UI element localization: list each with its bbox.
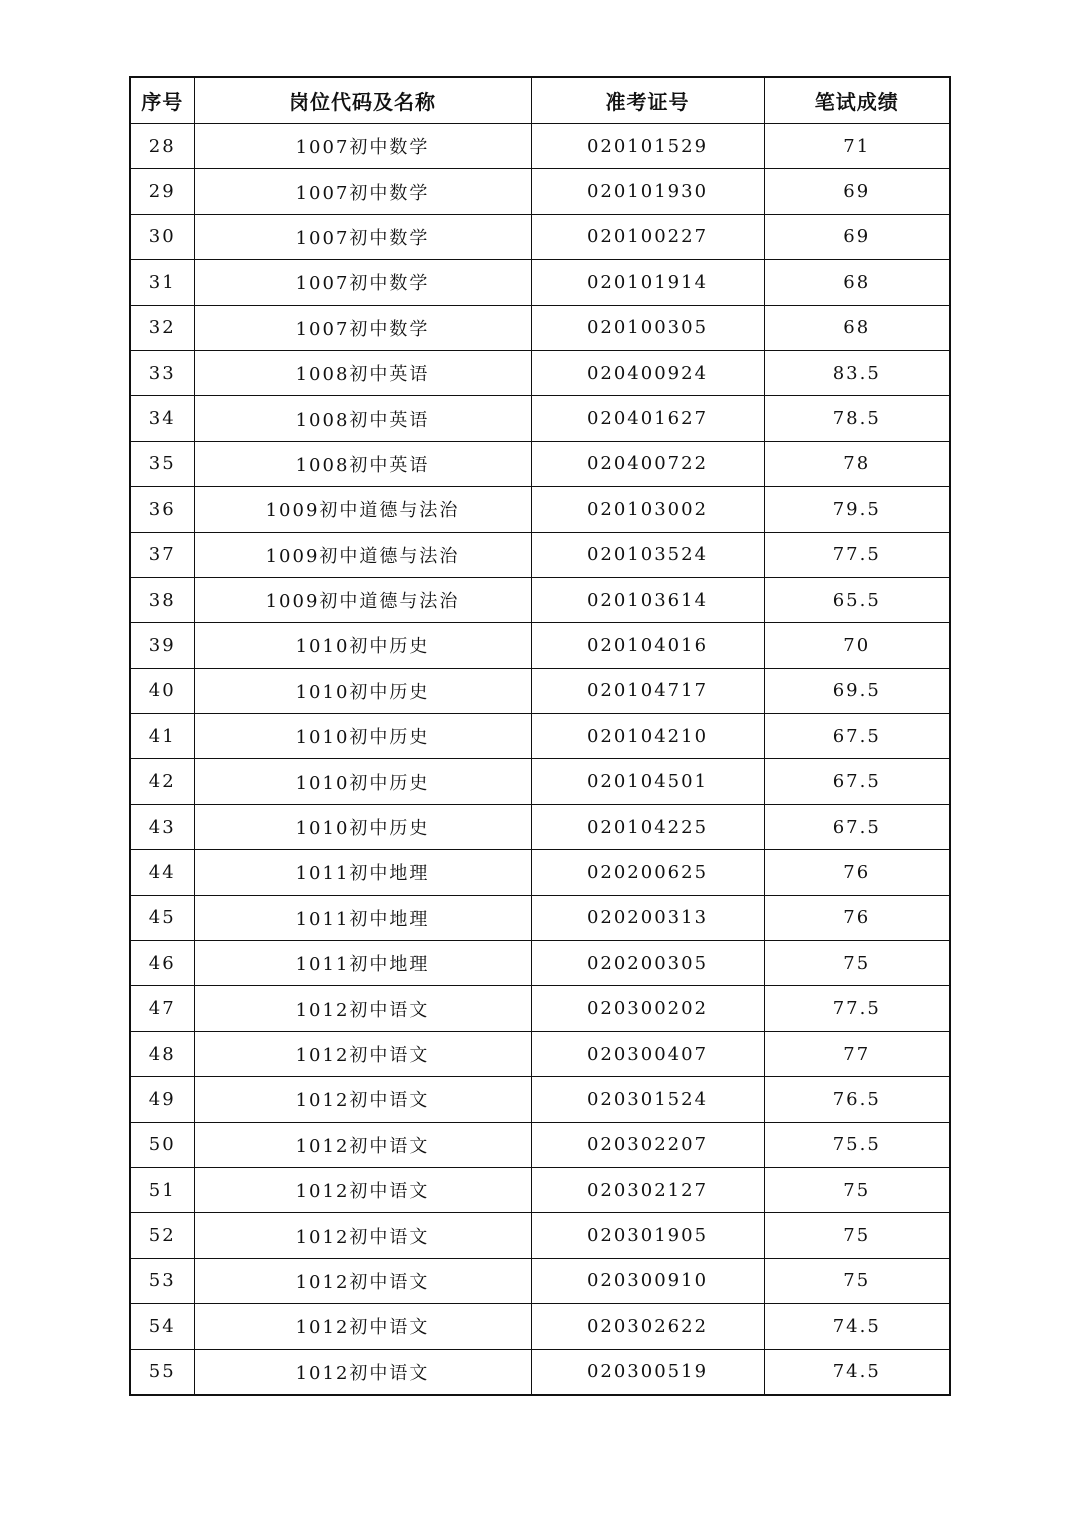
cell-serial-number: 29 (130, 169, 194, 214)
table-row (130, 350, 950, 395)
cell-post-code-name: 1012初中语文 (194, 1077, 531, 1122)
cell-written-score: 77.5 (764, 532, 950, 577)
table-row (130, 895, 950, 940)
cell-written-score: 76 (764, 895, 950, 940)
table-row (130, 941, 950, 986)
table-row (130, 169, 950, 214)
cell-serial-number: 50 (130, 1122, 194, 1167)
cell-post-code-name: 1007初中数学 (194, 169, 531, 214)
cell-admission-ticket: 020200625 (531, 850, 764, 895)
cell-admission-ticket: 020302127 (531, 1167, 764, 1212)
cell-serial-number: 38 (130, 577, 194, 622)
cell-written-score: 77.5 (764, 986, 950, 1031)
cell-written-score: 75.5 (764, 1122, 950, 1167)
table-row (130, 305, 950, 350)
cell-serial-number: 32 (130, 305, 194, 350)
cell-written-score: 78 (764, 441, 950, 486)
cell-admission-ticket: 020100305 (531, 305, 764, 350)
header-written-score: 笔试成绩 (764, 77, 950, 124)
cell-admission-ticket: 020101914 (531, 260, 764, 305)
cell-serial-number: 28 (130, 124, 194, 169)
cell-post-code-name: 1008初中英语 (194, 441, 531, 486)
cell-post-code-name: 1010初中历史 (194, 759, 531, 804)
cell-admission-ticket: 020101930 (531, 169, 764, 214)
cell-serial-number: 55 (130, 1349, 194, 1395)
cell-admission-ticket: 020300407 (531, 1031, 764, 1076)
cell-admission-ticket: 020300202 (531, 986, 764, 1031)
table-row (130, 487, 950, 532)
cell-written-score: 75 (764, 1258, 950, 1303)
cell-admission-ticket: 020104210 (531, 714, 764, 759)
table-row (130, 1031, 950, 1076)
cell-written-score: 69.5 (764, 668, 950, 713)
cell-post-code-name: 1010初中历史 (194, 623, 531, 668)
cell-written-score: 75 (764, 941, 950, 986)
cell-post-code-name: 1010初中历史 (194, 714, 531, 759)
score-table (129, 76, 951, 1396)
cell-post-code-name: 1011初中地理 (194, 895, 531, 940)
cell-admission-ticket: 020200313 (531, 895, 764, 940)
cell-post-code-name: 1012初中语文 (194, 1167, 531, 1212)
cell-serial-number: 31 (130, 260, 194, 305)
cell-written-score: 76.5 (764, 1077, 950, 1122)
cell-post-code-name: 1012初中语文 (194, 1258, 531, 1303)
cell-serial-number: 48 (130, 1031, 194, 1076)
cell-written-score: 75 (764, 1167, 950, 1212)
cell-post-code-name: 1010初中历史 (194, 668, 531, 713)
table-row (130, 441, 950, 486)
cell-serial-number: 53 (130, 1258, 194, 1303)
cell-admission-ticket: 020301905 (531, 1213, 764, 1258)
cell-serial-number: 36 (130, 487, 194, 532)
cell-serial-number: 35 (130, 441, 194, 486)
cell-written-score: 67.5 (764, 714, 950, 759)
table-row (130, 759, 950, 804)
cell-post-code-name: 1012初中语文 (194, 1122, 531, 1167)
table-body (130, 124, 950, 1395)
table-row (130, 668, 950, 713)
cell-post-code-name: 1007初中数学 (194, 305, 531, 350)
cell-admission-ticket: 020401627 (531, 396, 764, 441)
cell-post-code-name: 1012初中语文 (194, 1031, 531, 1076)
cell-admission-ticket: 020100227 (531, 214, 764, 259)
cell-admission-ticket: 020301524 (531, 1077, 764, 1122)
table-row (130, 124, 950, 169)
cell-post-code-name: 1009初中道德与法治 (194, 532, 531, 577)
cell-post-code-name: 1011初中地理 (194, 941, 531, 986)
cell-post-code-name: 1012初中语文 (194, 1304, 531, 1349)
cell-post-code-name: 1009初中道德与法治 (194, 577, 531, 622)
table-row (130, 214, 950, 259)
cell-post-code-name: 1011初中地理 (194, 850, 531, 895)
cell-serial-number: 47 (130, 986, 194, 1031)
table-header (130, 77, 950, 124)
header-admission-ticket: 准考证号 (531, 77, 764, 124)
cell-post-code-name: 1008初中英语 (194, 350, 531, 395)
cell-admission-ticket: 020104717 (531, 668, 764, 713)
cell-post-code-name: 1009初中道德与法治 (194, 487, 531, 532)
cell-written-score: 79.5 (764, 487, 950, 532)
cell-serial-number: 30 (130, 214, 194, 259)
cell-serial-number: 40 (130, 668, 194, 713)
table-row (130, 396, 950, 441)
header-post-code-name: 岗位代码及名称 (194, 77, 531, 124)
cell-serial-number: 41 (130, 714, 194, 759)
cell-post-code-name: 1007初中数学 (194, 124, 531, 169)
cell-admission-ticket: 020300519 (531, 1349, 764, 1395)
cell-admission-ticket: 020400924 (531, 350, 764, 395)
cell-admission-ticket: 020103614 (531, 577, 764, 622)
cell-serial-number: 42 (130, 759, 194, 804)
cell-written-score: 83.5 (764, 350, 950, 395)
cell-admission-ticket: 020200305 (531, 941, 764, 986)
cell-written-score: 76 (764, 850, 950, 895)
cell-post-code-name: 1007初中数学 (194, 260, 531, 305)
cell-written-score: 68 (764, 260, 950, 305)
table-row (130, 850, 950, 895)
cell-written-score: 70 (764, 623, 950, 668)
cell-serial-number: 45 (130, 895, 194, 940)
table-row (130, 260, 950, 305)
cell-post-code-name: 1012初中语文 (194, 986, 531, 1031)
cell-post-code-name: 1010初中历史 (194, 804, 531, 849)
table-row (130, 1304, 950, 1349)
cell-written-score: 71 (764, 124, 950, 169)
cell-written-score: 65.5 (764, 577, 950, 622)
table-row (130, 1258, 950, 1303)
cell-post-code-name: 1012初中语文 (194, 1213, 531, 1258)
table-row (130, 986, 950, 1031)
cell-written-score: 67.5 (764, 804, 950, 849)
header-row (130, 77, 950, 124)
cell-serial-number: 54 (130, 1304, 194, 1349)
cell-written-score: 69 (764, 214, 950, 259)
cell-serial-number: 46 (130, 941, 194, 986)
cell-serial-number: 37 (130, 532, 194, 577)
table-row (130, 577, 950, 622)
table-row (130, 1122, 950, 1167)
cell-written-score: 74.5 (764, 1304, 950, 1349)
table-row (130, 1213, 950, 1258)
cell-post-code-name: 1012初中语文 (194, 1349, 531, 1395)
header-serial-number: 序号 (130, 77, 194, 124)
table-row (130, 1167, 950, 1212)
table-row (130, 804, 950, 849)
cell-post-code-name: 1008初中英语 (194, 396, 531, 441)
cell-admission-ticket: 020104016 (531, 623, 764, 668)
cell-admission-ticket: 020400722 (531, 441, 764, 486)
cell-admission-ticket: 020302207 (531, 1122, 764, 1167)
table-row (130, 1077, 950, 1122)
cell-serial-number: 49 (130, 1077, 194, 1122)
cell-serial-number: 44 (130, 850, 194, 895)
cell-serial-number: 51 (130, 1167, 194, 1212)
cell-written-score: 78.5 (764, 396, 950, 441)
cell-admission-ticket: 020104501 (531, 759, 764, 804)
cell-serial-number: 33 (130, 350, 194, 395)
cell-admission-ticket: 020104225 (531, 804, 764, 849)
cell-serial-number: 52 (130, 1213, 194, 1258)
cell-written-score: 74.5 (764, 1349, 950, 1395)
cell-written-score: 67.5 (764, 759, 950, 804)
cell-admission-ticket: 020101529 (531, 124, 764, 169)
table-row (130, 623, 950, 668)
cell-admission-ticket: 020103524 (531, 532, 764, 577)
table-row (130, 1349, 950, 1395)
cell-admission-ticket: 020300910 (531, 1258, 764, 1303)
cell-admission-ticket: 020302622 (531, 1304, 764, 1349)
table-row (130, 532, 950, 577)
cell-written-score: 77 (764, 1031, 950, 1076)
cell-admission-ticket: 020103002 (531, 487, 764, 532)
table-row (130, 714, 950, 759)
cell-serial-number: 39 (130, 623, 194, 668)
cell-written-score: 68 (764, 305, 950, 350)
cell-written-score: 69 (764, 169, 950, 214)
cell-serial-number: 34 (130, 396, 194, 441)
cell-written-score: 75 (764, 1213, 950, 1258)
cell-post-code-name: 1007初中数学 (194, 214, 531, 259)
cell-serial-number: 43 (130, 804, 194, 849)
